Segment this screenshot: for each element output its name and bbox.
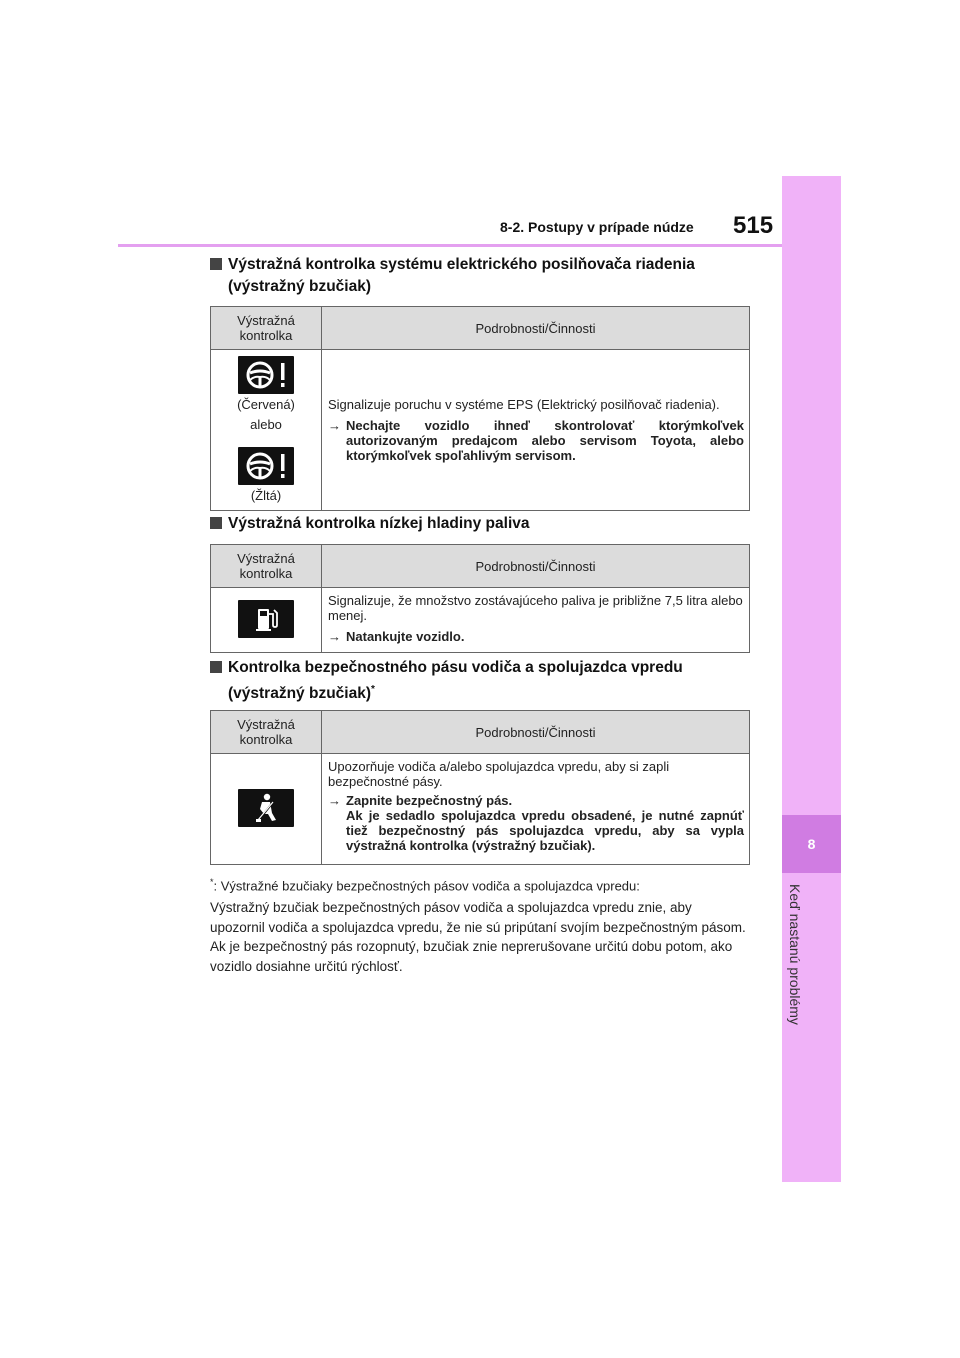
footnote: *: Výstražné bzučiaky bezpečnostných pásov vodiča a spolujazdca vpredu: [210, 877, 640, 894]
description-text: Signalizuje, že množstvo zostávajúceho paliva je približne 7,5 litra alebo menej. [328, 593, 743, 623]
table-header-row [211, 711, 750, 754]
action-text: Nechajte vozidlo ihneď skontrolovať ktorýmkoľvek autorizovaným predajcom alebo servisom Toyota, alebo ktorýmkoľvek spoľahlivým servisom. [346, 417, 744, 463]
indicator-cell [211, 588, 322, 653]
action-item [328, 418, 744, 463]
page-number: 515 [733, 212, 774, 239]
icon-caption-yellow: (Žltá) [250, 488, 282, 503]
steering-warning-icon [238, 447, 294, 485]
action-item [328, 793, 744, 853]
description-text: Signalizuje poruchu v systéme EPS (Elektrický posilňovač riadenia). [328, 396, 720, 412]
description-text: Upozorňuje vodiča a/alebo spolujazdca vpredu, aby si zapli bezpečnostné pásy. [328, 759, 670, 789]
details-cell [322, 754, 750, 865]
col-header-details: Podrobnosti/Činnosti [322, 307, 750, 350]
action-text: Natankujte vozidlo. [346, 629, 465, 644]
header-rule [118, 244, 782, 247]
body-paragraph: Výstražný bzučiak bezpečnostných pásov vodiča a spolujazdca vpredu znie, aby upozornil vodiča a spolujazdca vpredu, že nie sú pripútaní svojím bezpečnostným pásom. Ak je bezpečnostný pás rozopnutý, bzučiak znie neprerušovane určitú dobu potom, ako vozidlo dosiahne určitú rýchlosť. [210, 900, 746, 974]
indicator-cell [211, 754, 322, 865]
col-header-details: Podrobnosti/Činnosti [322, 545, 750, 588]
table-row [211, 588, 750, 653]
indicator-cell [211, 350, 322, 511]
col-header-indicator: Výstražná kontrolka [211, 545, 322, 588]
table-row [211, 754, 750, 865]
steering-warning-icon [238, 356, 294, 394]
fuel-warning-table [210, 544, 750, 653]
footnote-mark: * [210, 877, 214, 887]
section-title: 8-2. Postupy v prípade núdze [500, 219, 694, 235]
icon-caption-red: (Červená) [237, 397, 295, 412]
chapter-number-tab[interactable] [782, 815, 841, 873]
table-header-row [211, 307, 750, 350]
icon-separator: alebo [250, 417, 282, 432]
col-header-details: Podrobnosti/Činnosti [322, 711, 750, 754]
action-text: Zapnite bezpečnostný pás. [346, 793, 513, 808]
chapter-title: Keď nastanú problémy [787, 884, 803, 1025]
square-bullet-icon [210, 517, 222, 529]
action-item [328, 629, 744, 644]
arrow-icon: → [328, 417, 341, 433]
square-bullet-icon [210, 258, 222, 270]
seatbelt-warning-table [210, 710, 750, 865]
square-bullet-icon [210, 661, 222, 673]
col-header-indicator: Výstražná kontrolka [211, 711, 322, 754]
chapter-number: 8 [807, 836, 816, 852]
eps-warning-table [210, 306, 750, 511]
arrow-icon: → [328, 629, 341, 644]
col-header-indicator: Výstražná kontrolka [211, 307, 322, 350]
section-heading-fuel: Výstražná kontrolka nízkej hladiny paliva [210, 513, 750, 535]
details-cell [322, 588, 750, 653]
footnote-mark: * [371, 684, 375, 695]
section-heading-eps: Výstražná kontrolka systému elektrického posilňovača riadenia (výstražný bzučiak) [210, 254, 750, 298]
action-text-detail: Ak je sedadlo spolujazdca vpredu obsadené, je nutné zapnúť tiež bezpečnostný pás spolujazdca vpredu, aby sa vypla výstražná kontrolka (výstražný bzučiak). [346, 808, 744, 853]
details-cell [322, 350, 750, 511]
fuel-pump-icon [238, 600, 294, 638]
table-row [211, 350, 750, 511]
seatbelt-icon [238, 789, 294, 827]
arrow-icon: → [328, 793, 341, 808]
section-heading-seatbelt: Kontrolka bezpečnostného pásu vodiča a spolujazdca vpredu (výstražný bzučiak)* [210, 657, 750, 705]
table-header-row [211, 545, 750, 588]
